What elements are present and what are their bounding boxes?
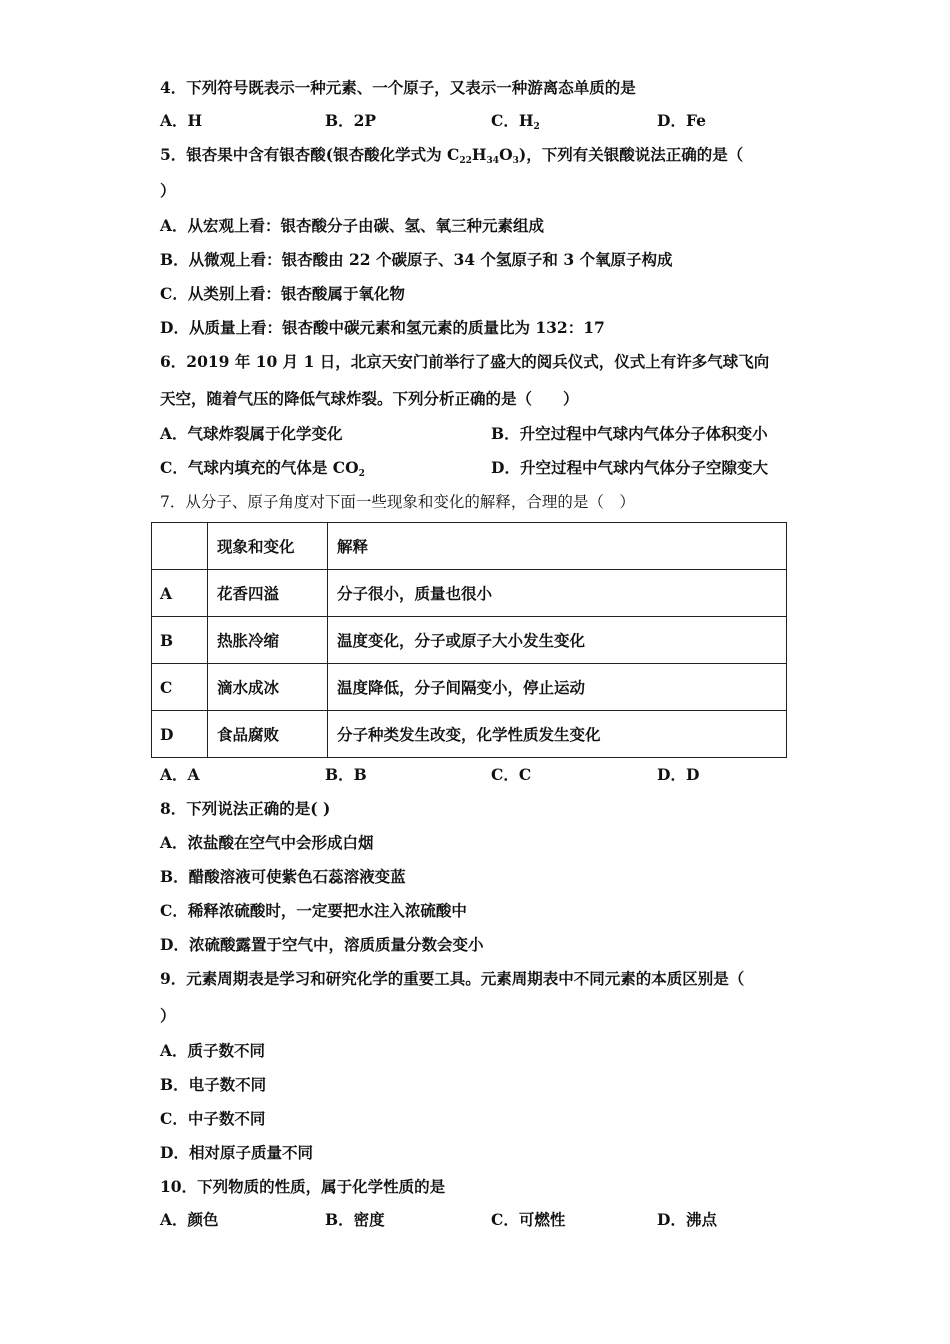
table-header-row	[152, 523, 787, 570]
q10-option-c: C．可燃性	[491, 1210, 566, 1229]
q6-stem-line2: 天空，随着气压的降低气球炸裂。下列分析正确的是（ ）	[160, 389, 579, 408]
q8-stem: 8．下列说法正确的是( )	[160, 799, 331, 818]
q10-option-d: D．沸点	[657, 1210, 717, 1229]
q6-stem-line1: 6．2019 年 10 月 1 日，北京天安门前举行了盛大的阅兵仪式，仪式上有许多气球飞向	[160, 352, 770, 371]
q6-option-c-subscript: 2	[358, 469, 365, 479]
table-cell-phenomenon: 食品腐败	[208, 711, 328, 758]
q6-option-d: D．升空过程中气球内气体分子空隙变大	[491, 458, 768, 477]
table-cell-explanation: 分子很小，质量也很小	[328, 570, 787, 617]
q7-option-b: B．B	[325, 765, 367, 784]
q4-option-a: A．H	[160, 111, 203, 130]
q6-option-c-text: C．气球内填充的气体是 CO	[160, 458, 359, 477]
q5-stem-part2: )，下列有关银酸说法正确的是（	[518, 145, 744, 164]
table-cell-key: B	[152, 617, 208, 664]
q6-option-c	[160, 458, 365, 478]
table-cell-key: A	[152, 570, 208, 617]
table-row	[152, 617, 787, 664]
q5-option-a: A．从宏观上看：银杏酸分子由碳、氢、氧三种元素组成	[160, 216, 545, 235]
q7-option-d: D．D	[657, 765, 700, 784]
table-cell-phenomenon: 花香四溢	[208, 570, 328, 617]
q9-option-c: C．中子数不同	[160, 1109, 266, 1128]
q4-option-c-subscript: 2	[533, 122, 540, 132]
q8-option-d: D．浓硫酸露置于空气中，溶质质量分数会变小	[160, 935, 484, 954]
q5-option-c: C．从类别上看：银杏酸属于氧化物	[160, 284, 405, 303]
table-row	[152, 711, 787, 758]
q5-option-b: B．从微观上看：银杏酸由 22 个碳原子、34 个氢原子和 3 个氧原子构成	[160, 250, 673, 269]
q4-option-c-text: C．H	[491, 111, 534, 130]
q10-stem: 10．下列物质的性质，属于化学性质的是	[160, 1177, 446, 1196]
q7-stem: 7．从分子、原子角度对下面一些现象和变化的解释，合理的是（ ）	[160, 493, 635, 511]
q5-h: H	[471, 145, 487, 164]
q5-o: O	[499, 145, 513, 164]
q5-stem-part1: 5．银杏果中含有银杏酸(银杏酸化学式为 C	[160, 145, 460, 164]
table-header-cell: 现象和变化	[208, 523, 328, 570]
q5-stem-continuation: ）	[160, 181, 176, 200]
q5-sub-o: 3	[512, 156, 519, 166]
q9-option-d: D．相对原子质量不同	[160, 1143, 313, 1162]
table-cell-explanation: 分子种类发生改变，化学性质发生变化	[328, 711, 787, 758]
q10-option-a: A．颜色	[160, 1210, 219, 1229]
q6-option-a: A．气球炸裂属于化学变化	[160, 424, 343, 443]
q5-sub-h: 34	[486, 156, 500, 166]
q5-stem	[160, 145, 743, 165]
q9-option-b: B．电子数不同	[160, 1075, 267, 1094]
table-cell-explanation: 温度降低，分子间隔变小，停止运动	[328, 664, 787, 711]
table-header-cell	[152, 523, 208, 570]
table-row	[152, 664, 787, 711]
q4-option-b: B．2P	[325, 111, 377, 130]
table-cell-key: C	[152, 664, 208, 711]
q7-table	[151, 522, 787, 758]
table-row	[152, 570, 787, 617]
q5-sub-c: 22	[459, 156, 472, 166]
q5-option-d: D．从质量上看：银杏酸中碳元素和氢元素的质量比为 132：17	[160, 318, 605, 337]
q8-option-a: A．浓盐酸在空气中会形成白烟	[160, 833, 374, 852]
table-cell-explanation: 温度变化，分子或原子大小发生变化	[328, 617, 787, 664]
table-cell-phenomenon: 滴水成冰	[208, 664, 328, 711]
table-cell-key: D	[152, 711, 208, 758]
q7-option-c: C．C	[491, 765, 532, 784]
q6-option-b: B．升空过程中气球内气体分子体积变小	[491, 424, 768, 443]
q9-stem-continuation: ）	[160, 1006, 176, 1025]
q8-option-b: B．醋酸溶液可使紫色石蕊溶液变蓝	[160, 867, 406, 886]
q4-option-d: D．Fe	[657, 111, 706, 130]
q9-option-a: A．质子数不同	[160, 1041, 266, 1060]
table-header-cell: 解释	[328, 523, 787, 570]
table-cell-phenomenon: 热胀冷缩	[208, 617, 328, 664]
q4-stem: 4．下列符号既表示一种元素、一个原子，又表示一种游离态单质的是	[160, 78, 636, 97]
q8-option-c: C．稀释浓硫酸时，一定要把水注入浓硫酸中	[160, 901, 467, 920]
q9-stem: 9．元素周期表是学习和研究化学的重要工具。元素周期表中不同元素的本质区别是（	[160, 969, 745, 988]
q7-option-a: A．A	[160, 765, 200, 784]
q10-option-b: B．密度	[325, 1210, 385, 1229]
q4-option-c	[491, 111, 540, 131]
